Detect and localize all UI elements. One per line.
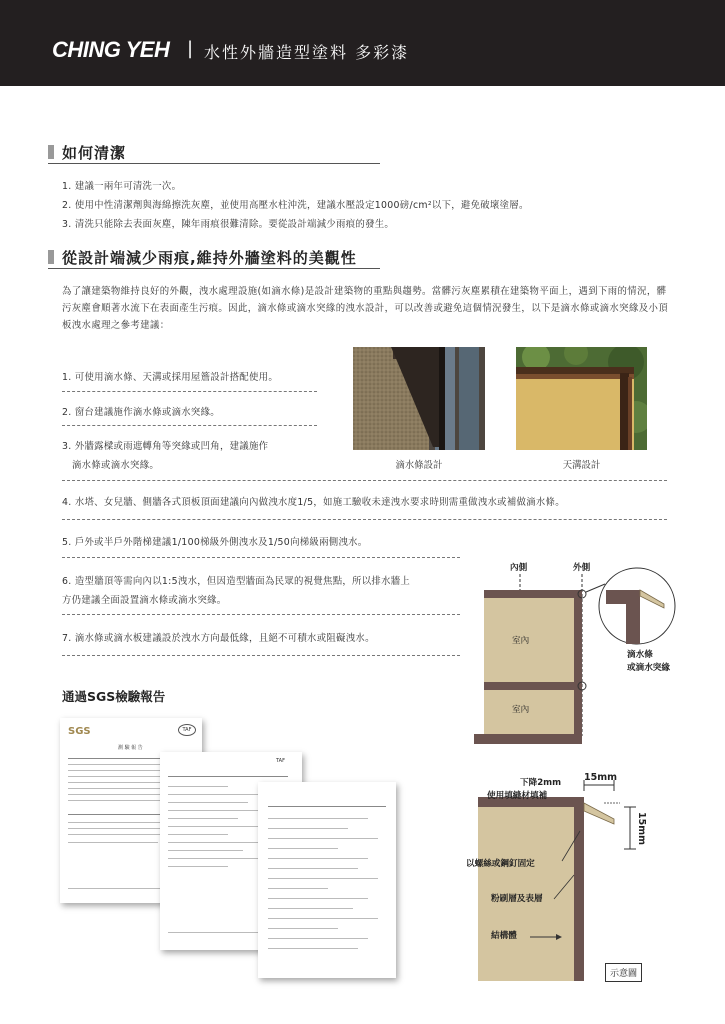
heading-marker [48,250,54,264]
plaster-layer-label: 粉刷層及表層 [491,894,543,904]
report-line [268,938,368,939]
divider [62,391,317,392]
diagram-inside-label: 內側 [510,563,528,573]
cleaning-item-3: 3. 清洗只能除去表面灰塵，陳年雨痕很難清除。要從設計端減少雨痕的發生。 [62,219,395,230]
design-item-5: 5. 戶外或半戶外階梯建議1/100梯級外側洩水及1/50向梯級兩側洩水。 [62,537,368,548]
screw-fix-label: 以螺絲或鋼釘固定 [466,859,535,869]
heading-marker [48,145,54,159]
sgs-logo: SGS [68,726,91,737]
diagram-outside-label: 外側 [573,563,591,573]
section-cleaning-heading [48,142,380,164]
design-item-3a: 3. 外牆露樑或雨遮轉角等突緣或凹角，建議施作 [62,441,269,452]
diagram-room-label-1: 室內 [512,636,530,646]
header-separator: | [187,38,194,59]
height-15mm-label: 15mm [636,812,647,846]
divider [62,614,460,615]
design-item-6a: 6. 造型牆頂等需向內以1:5洩水，但因造型牆面為民眾的視覺焦點，所以排水牆上 [62,576,411,587]
divider [62,519,667,520]
report-line [268,806,386,807]
width-15mm-label: 15mm [584,772,618,783]
drip-detail-diagram-art [470,775,690,985]
report-line [268,908,353,909]
gutter-photo-art [516,347,647,450]
report-line [268,858,368,859]
gutter-photo [516,347,647,450]
report-heading: 測 驗 報 告 [118,745,143,751]
report-line [268,918,378,919]
design-intro: 為了讓建築物維持良好的外觀，洩水處理設施(如滴水條)是設計建築物的重點與趨勢。當髒污灰塵累積在建築物平面上，遇到下雨的情況，髒污灰塵會順著水流下在表面產生污痕。因此，滴水條或滴水突緣的洩水設計，可以改善或避免這個情況發生，以下是滴水條或滴水突緣及小頂板洩水處理之參考建議： [62,286,669,331]
design-item-3b: 滴水條或滴水突緣。 [72,460,160,471]
report-line [268,838,378,839]
drip-edge-photo [353,347,485,450]
report-line [168,850,243,851]
drip-detail-diagram [470,775,690,985]
brand-logo: CHING YEH [52,37,170,62]
design-item-4: 4. 水塔、女兒牆、側牆各式頂板頂面建議向內做洩水度1/5，如施工驗收未達洩水要求時則需重做洩水或補做滴水條。 [62,497,565,508]
section-title: 如何清潔 [62,144,127,162]
report-line [68,776,168,777]
schematic-legend: 示意圖 [605,963,642,982]
report-line [268,828,348,829]
filler-label: 使用填縫材填補 [487,791,548,801]
report-line [68,842,158,843]
taf-logo: TAF [178,724,196,736]
report-line [268,868,358,869]
diagram-room-label-2: 室內 [512,705,530,715]
report-line [168,818,238,819]
report-line [268,848,338,849]
report-line [268,948,358,949]
report-line [268,898,368,899]
report-line [268,818,368,819]
divider [62,655,460,656]
report-line [168,834,228,835]
page-title: 水性外牆造型塗料 多彩漆 [204,43,410,62]
report-line [168,866,228,867]
report-line [268,878,378,879]
report-line [168,802,248,803]
cleaning-item-2: 2. 使用中性清潔劑與海綿擦洗灰塵，並使用高壓水柱沖洗，建議水壓設定1000磅/cm²以下，避免破壞塗層。 [62,200,529,211]
design-item-1: 1. 可使用滴水條、天溝或採用屋簷設計搭配使用。 [62,372,279,383]
design-item-7: 7. 滴水條或滴水板建議設於洩水方向最低緣，且絕不可積水或阻礙洩水。 [62,633,375,644]
gutter-caption: 天溝設計 [562,460,601,471]
report-line [168,858,258,859]
report-line [168,786,228,787]
section-title: 從設計端減少雨痕,維持外牆塗料的美觀性 [62,249,357,267]
header-bar [0,0,725,86]
design-item-2: 2. 窗台建議施作滴水條或滴水突緣。 [62,407,220,418]
report-line [168,776,288,777]
drip-section-diagram-art [470,556,690,746]
drop-2mm-label: 下降2mm [520,778,562,788]
report-line [168,794,268,795]
sgs-report-page-3 [258,782,396,978]
drip-label-line1: 滴水條 [627,650,653,660]
report-line [68,800,163,801]
report-line [268,928,338,929]
report-line [268,888,328,889]
divider [62,557,460,558]
divider [62,425,317,426]
drip-edge-caption: 滴水條設計 [395,460,443,471]
taf-logo-small: TAF [276,758,285,764]
section-design-heading [48,247,380,269]
structure-label: 結構體 [491,931,517,941]
cleaning-item-1: 1. 建議一兩年可清洗一次。 [62,181,182,192]
divider [62,480,667,481]
design-item-6b: 方仍建議全面設置滴水條或滴水突緣。 [62,595,227,606]
report-line [168,826,263,827]
drip-label-line2: 或滴水突緣 [627,663,670,673]
sgs-report-title: 通過SGS檢驗報告 [62,689,166,704]
drip-section-diagram [470,556,690,746]
drip-edge-photo-art [353,347,485,450]
